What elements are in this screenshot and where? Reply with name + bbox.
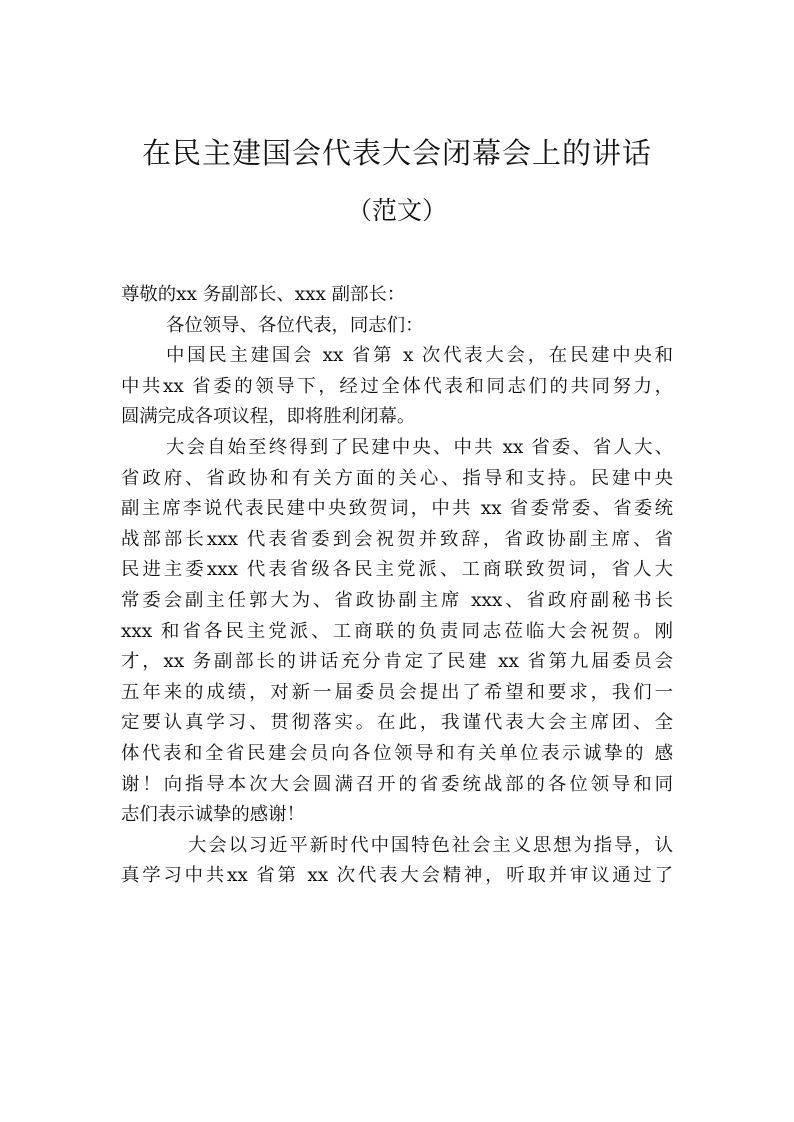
paragraph-line: 大会以习近平新时代中国特色社会主义思想为指导，认 xyxy=(188,834,673,856)
document-title: 在民主建国会代表大会闭幕会上的讲话 xyxy=(141,136,652,170)
paragraph-line: 常委会副主任郭大为、省政协副主席 xxx、省政府副秘书长 xyxy=(121,589,673,611)
paragraph-2 xyxy=(121,433,673,831)
document-body xyxy=(121,280,673,892)
paragraph-line: 志们表示诚挚的感谢！ xyxy=(121,804,305,826)
paragraph-line: 体代表和全省民建会员向各位领导和有关单位表示诚挚的 感 xyxy=(121,742,673,764)
paragraph-line: 省政府、省政协和有关方面的关心、指导和支持。民建中央 xyxy=(121,467,673,489)
paragraph-line: 谢！向指导本次大会圆满召开的省委统战部的各位领导和同 xyxy=(121,773,673,795)
paragraph-line: 民进主委xxx 代表省级各民主党派、工商联致贺词，省人大 xyxy=(121,559,673,581)
paragraph-line: 中共xx 省委的领导下，经过全体代表和同志们的共同努力， xyxy=(121,375,673,397)
paragraph-line: 大会自始至终得到了民建中央、中共 xx 省委、省人大、 xyxy=(166,436,673,458)
paragraph-line: 战部部长xxx 代表省委到会祝贺并致辞，省政协副主席、省 xyxy=(121,528,673,550)
paragraph-line: 五年来的成绩，对新一届委员会提出了希望和要求，我们一 xyxy=(121,681,673,703)
paragraph-1 xyxy=(121,341,673,433)
greeting-line: 各位领导、各位代表，同志们： xyxy=(166,314,424,336)
paragraph-line: 中国民主建国会 xx 省第 x 次代表大会，在民建中央和 xyxy=(166,345,673,367)
document-subtitle: （范文） xyxy=(346,196,447,225)
paragraph-line: 真学习中共xx 省第 xx 次代表大会精神，听取并审议通过了 xyxy=(121,865,673,887)
paragraph-3 xyxy=(121,831,673,892)
paragraph-line: 才，xx 务副部长的讲话充分肯定了民建 xx 省第九届委员会 xyxy=(121,651,673,673)
paragraph-line: 副主席李说代表民建中央致贺词，中共 xx 省委常委、省委统 xyxy=(121,498,673,520)
salutation-line: 尊敬的xx 务副部长、xxx 副部长： xyxy=(121,284,406,305)
paragraph-line: 定要认真学习、贯彻落实。在此，我谨代表大会主席团、全 xyxy=(121,712,673,734)
paragraph-line: 圆满完成各项议程，即将胜利闭幕。 xyxy=(121,406,416,428)
paragraph-line: xxx 和省各民主党派、工商联的负责同志莅临大会祝贺。刚 xyxy=(121,620,673,642)
